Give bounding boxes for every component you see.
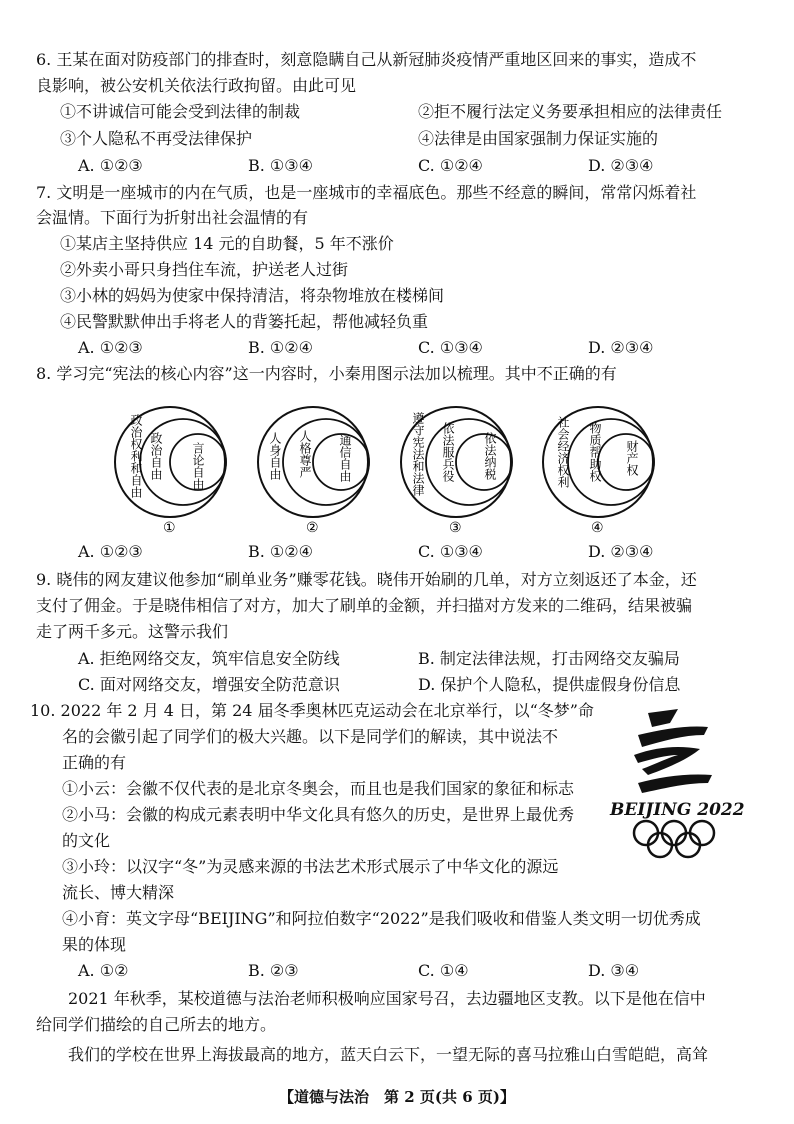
q6-statement-3: ③个人隐私不再受法律保护 <box>60 129 253 148</box>
q10-stem-line1: 10. 2022 年 2 月 4 日，第 24 届冬季奥林匹克运动会在北京举行，以“冬梦”命 <box>30 701 594 720</box>
q7-option-d: D. ②③④ <box>588 338 654 357</box>
diagram-1-inner-label: 言论自由 <box>191 442 205 490</box>
q10-option-b: B. ②③ <box>248 961 299 980</box>
diagram-2-number: ② <box>306 520 319 536</box>
q6-statement-4: ④法律是由国家强制力保证实施的 <box>418 129 659 148</box>
q9-stem-line2: 支付了佣金。于是晓伟相信了对方，加大了刷单的金额，并扫描对方发来的二维码，结果被骗 <box>36 596 693 615</box>
q8-option-d: D. ②③④ <box>588 542 654 561</box>
q7-option-c: C. ①③④ <box>418 338 483 357</box>
q10-option-a: A. ①② <box>78 961 129 980</box>
diagram-middle-circle <box>568 419 654 505</box>
diagram-2-middle-label: 人格尊严 <box>298 430 312 478</box>
q10-stem-line2: 名的会徽引起了同学们的极大兴趣。以下是同学们的解读，其中说法不 <box>62 727 559 746</box>
q10-statement-4-line1: ④小育：英文字母“BEIJING”和阿拉伯数字“2022”是我们吸收和借鉴人类文明一切优秀成 <box>62 909 701 928</box>
beijing-2022-emblem <box>608 705 748 865</box>
q6-stem-line1: 6. 王某在面对防疫部门的排查时，刻意隐瞒自己从新冠肺炎疫情严重地区回来的事实，造成不 <box>36 50 697 69</box>
q9-option-d: D. 保护个人隐私，提供虚假身份信息 <box>418 675 681 694</box>
q9-option-b: B. 制定法律法规，打击网络交友骗局 <box>418 649 680 668</box>
q7-stem-line1: 7. 文明是一座城市的内在气质，也是一座城市的幸福底色。那些不经意的瞬间，常常闪烁着社 <box>36 183 697 202</box>
q7-option-b: B. ①②④ <box>248 338 313 357</box>
q7-stem-line2: 会温情。下面行为折射出社会温情的有 <box>36 208 309 227</box>
diagram-3-inner-label: 依法纳税 <box>483 432 497 480</box>
diagram-3-middle-label: 依法服兵役 <box>441 422 455 482</box>
q8-option-c: C. ①③④ <box>418 542 483 561</box>
diagram-1-outer-label: 政治权利和自由 <box>129 414 143 498</box>
diagram-3-outer-label: 遵守宪法和法律 <box>411 412 425 496</box>
diagram-middle-circle <box>283 419 369 505</box>
q10-statement-2-line2: 的文化 <box>62 831 111 850</box>
q7-statement-1: ①某店主坚持供应 14 元的自助餐，5 年不涨价 <box>60 234 394 253</box>
q8-diagram-1 <box>115 407 226 536</box>
q8-diagram-4 <box>543 407 654 536</box>
diagram-2-outer-label: 人身自由 <box>268 432 282 480</box>
q10-option-d: D. ③④ <box>588 961 640 980</box>
diagram-4-inner-label: 财产权 <box>625 440 639 476</box>
q7-statement-4: ④民警默默伸出手将老人的背篓托起，帮他减轻负重 <box>60 312 429 331</box>
diagram-middle-circle <box>426 419 512 505</box>
q8-diagram-2 <box>258 407 369 536</box>
q10-statement-2-line1: ②小马：会徽的构成元素表明中华文化具有悠久的历史，是世界上最优秀 <box>62 805 575 824</box>
page-footer: 【道德与法治 第 2 页(共 6 页)】 <box>279 1088 515 1106</box>
q7-statement-3: ③小林的妈妈为使家中保持清洁，将杂物堆放在楼梯间 <box>60 286 445 305</box>
q10-statement-4-line2: 果的体现 <box>62 935 127 954</box>
q9-stem-line3: 走了两千多元。这警示我们 <box>36 622 229 641</box>
q10-statement-3-line1: ③小玲：以汉字“冬”为灵感来源的书法艺术形式展示了中华文化的源远 <box>62 857 559 876</box>
q6-statement-1: ①不讲诚信可能会受到法律的制裁 <box>60 102 301 121</box>
q6-option-b: B. ①③④ <box>248 156 313 175</box>
diagram-3-number: ③ <box>449 520 462 536</box>
q10-statement-3-line2: 流长、博大精深 <box>62 883 175 902</box>
diagram-4-number: ④ <box>591 520 604 536</box>
q6-option-d: D. ②③④ <box>588 156 654 175</box>
diagram-1-number: ① <box>163 520 176 536</box>
passage-line3: 我们的学校在世界上海拔最高的地方，蓝天白云下，一望无际的喜马拉雅山白雪皑皑，高耸 <box>68 1045 709 1064</box>
emblem-text: BEIJING 2022 <box>610 800 745 820</box>
diagram-4-middle-label: 物质帮助权 <box>588 422 602 482</box>
q8-diagrams <box>0 392 794 537</box>
q8-option-a: A. ①②③ <box>78 542 143 561</box>
q6-statement-2: ②拒不履行法定义务要承担相应的法律责任 <box>418 102 723 121</box>
q10-stem-line3: 正确的有 <box>62 753 127 772</box>
q10-statement-1: ①小云：会徽不仅代表的是北京冬奥会，而且也是我们国家的象征和标志 <box>62 779 575 798</box>
q6-stem-line2: 良影响，被公安机关依法行政拘留。由此可见 <box>36 76 357 95</box>
dong-calligraphy-icon <box>634 709 712 793</box>
diagram-1-middle-label: 政治自由 <box>149 432 163 480</box>
q8-diagram-3 <box>401 407 512 536</box>
diagram-2-inner-label: 通信自由 <box>338 434 352 482</box>
q9-stem-line1: 9. 晓伟的网友建议他参加“刷单业务”赚零花钱。晓伟开始刷的几单，对方立刻返还了本金，还 <box>36 570 697 589</box>
q9-option-c: C. 面对网络交友，增强安全防范意识 <box>78 675 340 694</box>
passage-line1: 2021 年秋季，某校道德与法治老师积极响应国家号召，去边疆地区支教。以下是他在信中 <box>68 989 706 1008</box>
q8-stem: 8. 学习完“宪法的核心内容”这一内容时，小秦用图示法加以梳理。其中不正确的有 <box>36 364 617 383</box>
q10-option-c: C. ①④ <box>418 961 469 980</box>
olympic-rings-icon <box>634 821 714 857</box>
q6-option-a: A. ①②③ <box>78 156 143 175</box>
q7-statement-2: ②外卖小哥只身挡住车流，护送老人过街 <box>60 260 349 279</box>
q6-option-c: C. ①②④ <box>418 156 483 175</box>
passage-line2: 给同学们描绘的自己所去的地方。 <box>36 1015 277 1034</box>
q8-option-b: B. ①②④ <box>248 542 313 561</box>
q9-option-a: A. 拒绝网络交友，筑牢信息安全防线 <box>78 649 340 668</box>
diagram-4-outer-label: 社会经济权利 <box>556 416 570 488</box>
q7-option-a: A. ①②③ <box>78 338 143 357</box>
